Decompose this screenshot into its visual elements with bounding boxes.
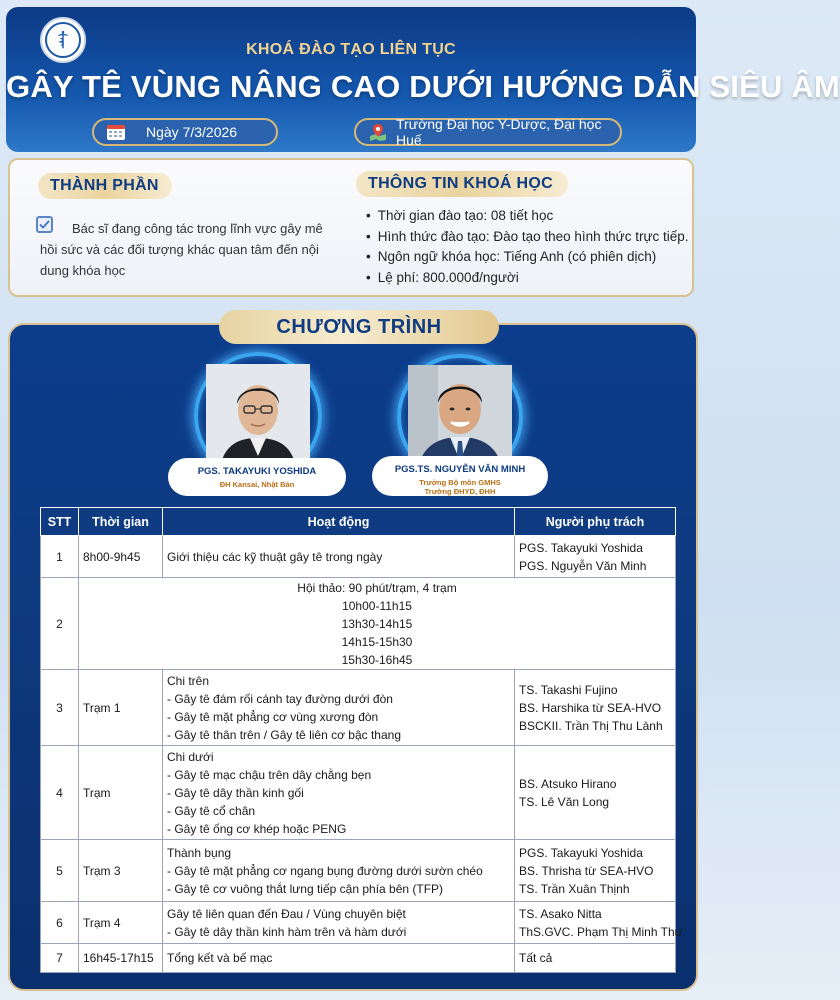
course-header bbox=[6, 7, 840, 152]
column-header: STT bbox=[41, 508, 79, 536]
row-people: PGS. Takayuki Yoshida PGS. Nguyễn Văn Minh bbox=[515, 536, 676, 578]
column-header: Thời gian bbox=[79, 508, 163, 536]
row-activity: Thành bụng - Gây tê mặt phẳng cơ ngang bụng đường dưới sườn chéo - Gây tê cơ vuông thắt lưng tiếp cận phía bên (TFP) bbox=[163, 840, 515, 902]
program-heading: CHƯƠNG TRÌNH bbox=[219, 310, 499, 344]
table-row bbox=[41, 578, 676, 670]
table-row bbox=[41, 902, 676, 944]
schedule-table bbox=[40, 507, 683, 973]
row-time: Trạm 3 bbox=[79, 840, 163, 902]
table-row bbox=[41, 944, 676, 973]
speaker-name: PGS.TS. NGUYỄN VĂN MINH bbox=[394, 464, 526, 475]
row-activity: Giới thiệu các kỹ thuật gây tê trong ngày bbox=[163, 536, 515, 578]
row-people: PGS. Takayuki Yoshida BS. Thrisha từ SEA-HVO TS. Trần Xuân Thịnh bbox=[515, 840, 676, 902]
row-activity: Gây tê liên quan đến Đau / Vùng chuyên biệt - Gây tê dây thần kinh hàm trên và hàm dưới bbox=[163, 902, 515, 944]
speaker-affiliation: Trưởng Bộ môn GMHS Trường ĐHYD, ĐHH bbox=[419, 478, 501, 496]
row-time: Trạm 4 bbox=[79, 902, 163, 944]
table-row bbox=[41, 746, 676, 840]
course-title: GÂY TÊ VÙNG NÂNG CAO DƯỚI HƯỚNG DẪN SIÊU ÂM bbox=[6, 69, 840, 104]
row-people: Tất cả bbox=[515, 944, 676, 973]
row-time: Trạm bbox=[79, 746, 163, 840]
calendar-icon bbox=[106, 123, 126, 141]
speaker-card bbox=[372, 456, 548, 496]
info-panel bbox=[8, 158, 694, 297]
row-activity: Chi dưới - Gây tê mạc chậu trên dây chằng bẹn - Gây tê dây thần kinh gối - Gây tê cổ chân - Gây tê ống cơ khép hoặc PENG bbox=[163, 746, 515, 840]
table-row bbox=[41, 840, 676, 902]
column-header: Hoạt động bbox=[163, 508, 515, 536]
venue-text: Trường Đại học Y-Dược, Đại học Huế bbox=[396, 116, 602, 148]
speaker-photo bbox=[206, 364, 310, 468]
row-number: 3 bbox=[41, 670, 79, 746]
row-number: 7 bbox=[41, 944, 79, 973]
row-activity: Chi trên - Gây tê đám rối cánh tay đường dưới đòn - Gây tê mặt phẳng cơ vùng xương đòn - Gây tê thân trên / Gây tê liên cơ bậc thang bbox=[163, 670, 515, 746]
list-item: • Thời gian đào tạo: 08 tiết học bbox=[366, 206, 696, 227]
list-item: • Ngôn ngữ khóa học: Tiếng Anh (có phiên dịch) bbox=[366, 247, 696, 268]
column-header: Người phụ trách bbox=[515, 508, 676, 536]
table-header-row bbox=[41, 508, 676, 536]
course-info-heading: THÔNG TIN KHOÁ HỌC bbox=[356, 171, 568, 197]
row-workshop-info: Hội thảo: 90 phút/trạm, 4 trạm 10h00-11h15 13h30-14h15 14h15-15h30 15h30-16h45 bbox=[79, 578, 676, 670]
audience-text: Bác sĩ đang công tác trong lĩnh vực gây mê hồi sức và các đối tượng khác quan tâm đến nội dung khóa học bbox=[40, 221, 323, 278]
date-pill bbox=[92, 118, 278, 146]
list-item: • Hình thức đào tạo: Đào tạo theo hình thức trực tiếp. bbox=[366, 227, 696, 248]
row-number: 1 bbox=[41, 536, 79, 578]
table-row bbox=[41, 536, 676, 578]
table-row bbox=[41, 670, 676, 746]
speaker-card bbox=[168, 458, 346, 496]
row-people: TS. Asako Nitta ThS.GVC. Phạm Thị Minh Thư bbox=[515, 902, 676, 944]
row-time: 16h45-17h15 bbox=[79, 944, 163, 973]
row-time: 8h00-9h45 bbox=[79, 536, 163, 578]
venue-pill bbox=[354, 118, 622, 146]
row-number: 6 bbox=[41, 902, 79, 944]
row-activity: Tổng kết và bế mạc bbox=[163, 944, 515, 973]
row-people: BS. Atsuko Hirano TS. Lê Văn Long bbox=[515, 746, 676, 840]
row-number: 4 bbox=[41, 746, 79, 840]
course-kicker: KHOÁ ĐÀO TẠO LIÊN TỤC bbox=[246, 41, 456, 58]
speaker-affiliation: ĐH Kansai, Nhật Bản bbox=[219, 480, 295, 489]
date-text: Ngày 7/3/2026 bbox=[146, 124, 238, 140]
row-people: TS. Takashi Fujino BS. Harshika từ SEA-HVO BSCKII. Trần Thị Thu Lành bbox=[515, 670, 676, 746]
speaker-name: PGS. TAKAYUKI YOSHIDA bbox=[197, 466, 317, 477]
speaker-photo bbox=[408, 365, 512, 469]
list-item: • Lệ phí: 800.000đ/người bbox=[366, 268, 696, 289]
row-number: 2 bbox=[41, 578, 79, 670]
row-time: Trạm 1 bbox=[79, 670, 163, 746]
map-pin-icon bbox=[368, 122, 388, 142]
course-info-list bbox=[366, 206, 696, 288]
audience-heading: THÀNH PHẦN bbox=[38, 173, 172, 199]
row-number: 5 bbox=[41, 840, 79, 902]
